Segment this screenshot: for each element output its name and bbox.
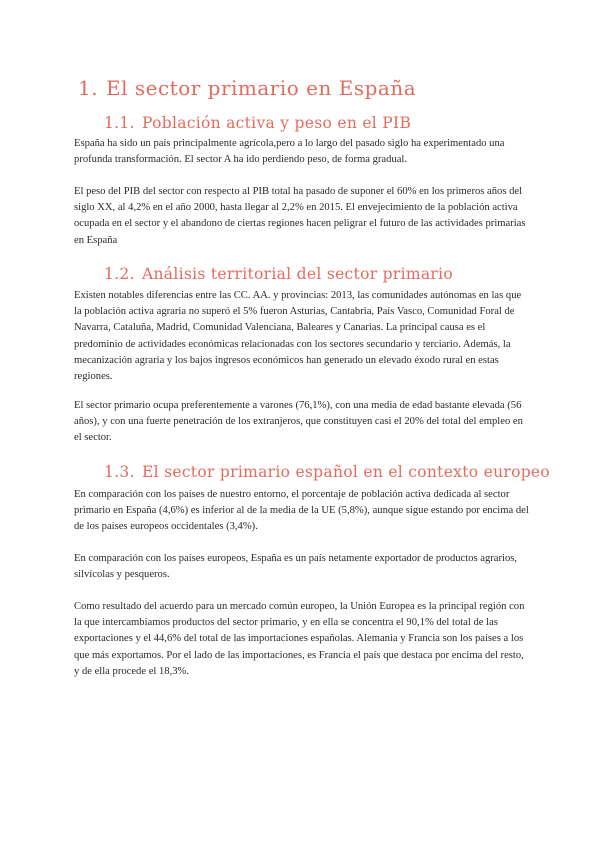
chapter-number: 1. <box>78 76 99 100</box>
paragraph-1-3-a: En comparación con los países de nuestro entorno, el porcentaje de población activa dedicada al sector primario en España (4,6%) es inferior al de la media de la UE (5,8%), aunque sigue estando por encima del de los países europeos occidentales (3,4%). <box>74 489 529 533</box>
section-number: 1.3. <box>104 463 135 481</box>
section-number: 1.2. <box>104 265 135 283</box>
section-title: Población activa y peso en el PIB <box>142 114 412 132</box>
section-heading-1-1 <box>104 114 411 132</box>
section-title: Análisis territorial del sector primario <box>142 265 453 283</box>
chapter-heading <box>78 76 416 100</box>
paragraph-1-1-b: El peso del PIB del sector con respecto al PIB total ha pasado de suponer el 60% en los primeros años del siglo XX, al 4,2% en el año 2000, hasta llegar al 2,2% en 2015. El envejecimiento de la población activa ocupada en el sector y el abandono de ciertas regiones hacen peligrar el futuro de las actividades primarias en España <box>74 186 526 246</box>
section-heading-1-3 <box>104 463 550 481</box>
paragraph-1-3-b: En comparación con los países europeos, España es un país netamente exportador de productos agrarios, silvícolas y pesqueros. <box>74 553 518 581</box>
chapter-title: El sector primario en España <box>106 76 417 100</box>
section-heading-1-2 <box>104 265 453 283</box>
paragraph-1-3-c: Como resultado del acuerdo para un mercado común europeo, la Unión Europea es la principal región con la que intercambiamos productos del sector primario, y en ella se concentra el 90,1% del total de las exportaciones y el 44,6% del total de las importaciones españolas. Alemania y Francia son los países a los que más exportamos. Por el lado de las importaciones, es Francia el país que destaca por encima del resto, y de ella procede el 18,3%. <box>74 601 525 677</box>
section-number: 1.1. <box>104 114 135 132</box>
section-title: El sector primario español en el contexto europeo <box>142 463 551 481</box>
paragraph-1-1-a: España ha sido un país principalmente agrícola,pero a lo largo del pasado siglo ha experimentado una profunda transformación. El sector A ha ido perdiendo peso, de forma gradual. <box>74 138 505 166</box>
paragraph-1-2-a: Existen notables diferencias entre las CC. AA. y provincias: 2013, las comunidades autónomas en las que la población activa agraria no superó el 5% fueron Asturias, Cantabria, País Vasco, Comunidad Foral de Navarra, Cataluña, Madrid, Comunidad Valenciana, Baleares y Canarias. La principal causa es el predominio de actividades económicas relacionadas con los sectores secundario y terciario. Además, la mecanización agraria y los bajos ingresos económicos han generado un elevado éxodo rural en estas regiones. <box>74 290 522 383</box>
paragraph-1-2-b: El sector primario ocupa preferentemente a varones (76,1%), con una media de edad bastante elevada (56 años), y con una fuerte penetración de los extranjeros, que constituyen casi el 20% del total del empleo en el sector. <box>74 400 523 444</box>
